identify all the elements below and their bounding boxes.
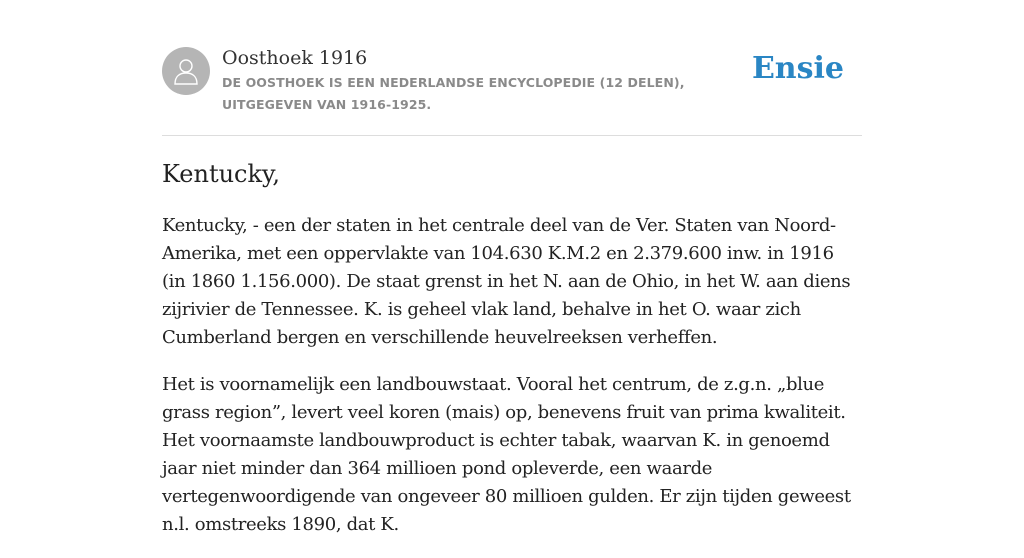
article-paragraph: Het is voornamelijk een landbouwstaat. Vooral het centrum, de z.g.n. „blue grass region”, levert veel koren (mais) op, benevens fruit van prima kwaliteit. Het voornaamste landbouwproduct is echter tabak, waarvan K. in genoemd jaar niet minder dan 364 millioen pond opleverde, een waarde vertegenwoordigende van ongeveer 80 millioen gulden. Er zijn tijden geweest n.l. omstreeks 1890, dat K. bbox=[162, 374, 851, 535]
divider bbox=[162, 135, 862, 136]
article-title: Kentucky, bbox=[162, 160, 281, 188]
source-name[interactable]: Oosthoek 1916 bbox=[222, 47, 368, 69]
avatar[interactable] bbox=[162, 47, 210, 95]
user-icon bbox=[172, 56, 200, 86]
article-body bbox=[162, 212, 862, 558]
source-description: DE OOSTHOEK IS EEN NEDERLANDSE ENCYCLOPEDIE (12 DELEN), UITGEGEVEN VAN 1916-1925. bbox=[222, 75, 685, 112]
source-header bbox=[162, 44, 862, 134]
brand-logo[interactable]: Ensie bbox=[751, 51, 844, 86]
article-paragraph: Kentucky, - een der staten in het centrale deel van de Ver. Staten van Noord-Amerika, met een oppervlakte van 104.630 K.M.2 en 2.379.600 inw. in 1916 (in 1860 1.156.000). De staat grenst in het N. aan de Ohio, in het W. aan diens zijrivier de Tennessee. K. is geheel vlak land, behalve in het O. waar zich Cumberland bergen en verschillende heuvelreeksen verheffen. bbox=[162, 215, 851, 348]
